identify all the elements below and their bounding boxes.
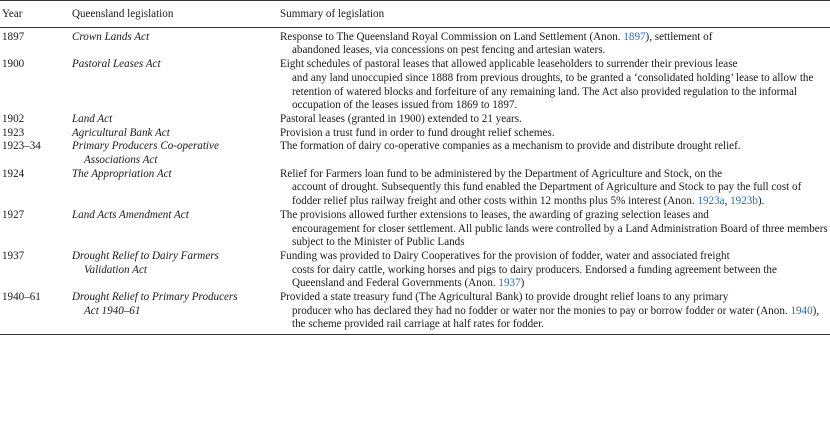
act-name: The Appropriation Act	[72, 167, 172, 180]
citation-link[interactable]: 1923b	[730, 195, 758, 208]
act-name: Pastoral Leases Act	[72, 58, 161, 71]
summary-text: abandoned leases, via concessions on pest fencing and artesian waters.	[292, 44, 606, 57]
act-name: Drought Relief to Primary Producers	[72, 291, 238, 304]
summary-cell	[278, 127, 830, 141]
act-cell	[70, 250, 278, 291]
act-cell	[70, 127, 278, 141]
act-name: Drought Relief to Dairy Farmers	[72, 249, 219, 262]
table-row	[0, 113, 830, 127]
summary-text: Pastoral leases (granted in 1900) extended to 21 years.	[280, 112, 522, 125]
act-cell	[70, 209, 278, 250]
summary-text: and any land unoccupied since 1888 from previous droughts, to be granted a ‘consolidated holding’ lease to allow the retention of watered blocks and forfeiture of any remaining land. The Act also provided regulation to the informal occupation of the leases issued from 1869 to 1897.	[292, 71, 814, 112]
citation-link[interactable]: 1937	[498, 277, 521, 290]
act-cell	[70, 291, 278, 335]
summary-text: ), settlement of	[645, 30, 713, 43]
year-cell: 1900	[2, 58, 25, 71]
header-legislation: Queensland legislation	[70, 1, 278, 28]
summary-cell	[278, 209, 830, 250]
table-row	[0, 209, 830, 250]
table-row	[0, 250, 830, 291]
act-cell	[70, 27, 278, 58]
table-row	[0, 140, 830, 167]
summary-continued	[280, 181, 830, 208]
citation-link[interactable]: 1940	[790, 304, 813, 317]
year-cell: 1937	[2, 249, 25, 262]
act-name: Land Acts Amendment Act	[72, 208, 189, 221]
summary-text: Response to The Queensland Royal Commission on Land Settlement (Anon.	[280, 30, 624, 43]
citation-link[interactable]: 1897	[623, 30, 646, 43]
summary-text: encouragement for closer settlement. All public lands were controlled by a Land Administration Board of three members subject to the Minister of Public Lands	[292, 222, 828, 249]
act-cell	[70, 168, 278, 209]
summary-text: ).	[757, 195, 765, 208]
citation-separator: ,	[724, 195, 731, 208]
table-row	[0, 58, 830, 113]
summary-text: Provision a trust fund in order to fund drought relief schemes.	[280, 126, 555, 139]
summary-text: The provisions allowed further extensions to leases, the awarding of grazing selection leases and	[280, 208, 709, 221]
act-name: Crown Lands Act	[72, 30, 150, 43]
header-summary: Summary of legislation	[278, 1, 830, 28]
summary-cell	[278, 113, 830, 127]
act-name: Agricultural Bank Act	[72, 126, 170, 139]
table-row	[0, 291, 830, 335]
act-name-continued: Associations Act	[84, 154, 158, 167]
header-row	[0, 1, 830, 28]
summary-text: costs for dairy cattle, working horses and pigs to dairy producers. Endorsed a funding agreement between the Queensland and Federal Governments (Anon.	[292, 263, 777, 290]
summary-text: Funding was provided to Dairy Cooperatives for the provision of fodder, water and associated freight	[280, 249, 730, 262]
act-name: Primary Producers Co-operative	[72, 140, 219, 153]
summary-cell	[278, 291, 830, 335]
act-name-continued: Act 1940–61	[84, 304, 141, 317]
table-row	[0, 27, 830, 58]
table-row	[0, 127, 830, 141]
year-cell: 1927	[2, 208, 25, 221]
summary-continued	[280, 264, 830, 291]
summary-cell	[278, 58, 830, 113]
act-name: Land Act	[72, 112, 113, 125]
summary-cell	[278, 168, 830, 209]
summary-text: The formation of dairy co-operative companies as a mechanism to provide and distribute drought relief.	[280, 140, 741, 153]
act-cell	[70, 58, 278, 113]
summary-text: Provided a state treasury fund (The Agricultural Bank) to provide drought relief loans to any primary	[280, 291, 729, 304]
act-cell	[70, 113, 278, 127]
year-cell: 1897	[2, 30, 25, 43]
summary-text: )	[520, 277, 525, 290]
year-cell: 1923–34	[2, 140, 41, 153]
year-cell: 1940–61	[0, 291, 70, 335]
header-year: Year	[0, 1, 70, 28]
citation-link[interactable]: 1923a	[697, 195, 725, 208]
summary-text: Relief for Farmers loan fund to be administered by the Department of Agriculture and Stock, on the	[280, 167, 723, 180]
year-cell: 1923	[2, 126, 25, 139]
act-name-continued: Validation Act	[84, 263, 147, 276]
summary-cell	[278, 140, 830, 167]
summary-cell	[278, 27, 830, 58]
year-cell: 1902	[2, 112, 25, 125]
summary-text: account of drought. Subsequently this fund enabled the Department of Agriculture and Stock to pay the full cost of fodder relief plus railway freight and other costs within 12 months plus 5% interest (Anon.	[292, 181, 802, 208]
summary-text: Eight schedules of pastoral leases that allowed applicable leaseholders to surrender their previous lease	[280, 58, 738, 71]
summary-text: producer who has declared they had no fodder or water nor the monies to pay or borrow fodder or water (Anon.	[292, 304, 791, 317]
year-cell: 1924	[2, 167, 25, 180]
table-row	[0, 168, 830, 209]
summary-cell	[278, 250, 830, 291]
summary-text: ), the scheme provided rail carriage at half rates for fodder.	[292, 304, 820, 331]
summary-continued	[280, 305, 830, 332]
act-cell	[70, 140, 278, 167]
